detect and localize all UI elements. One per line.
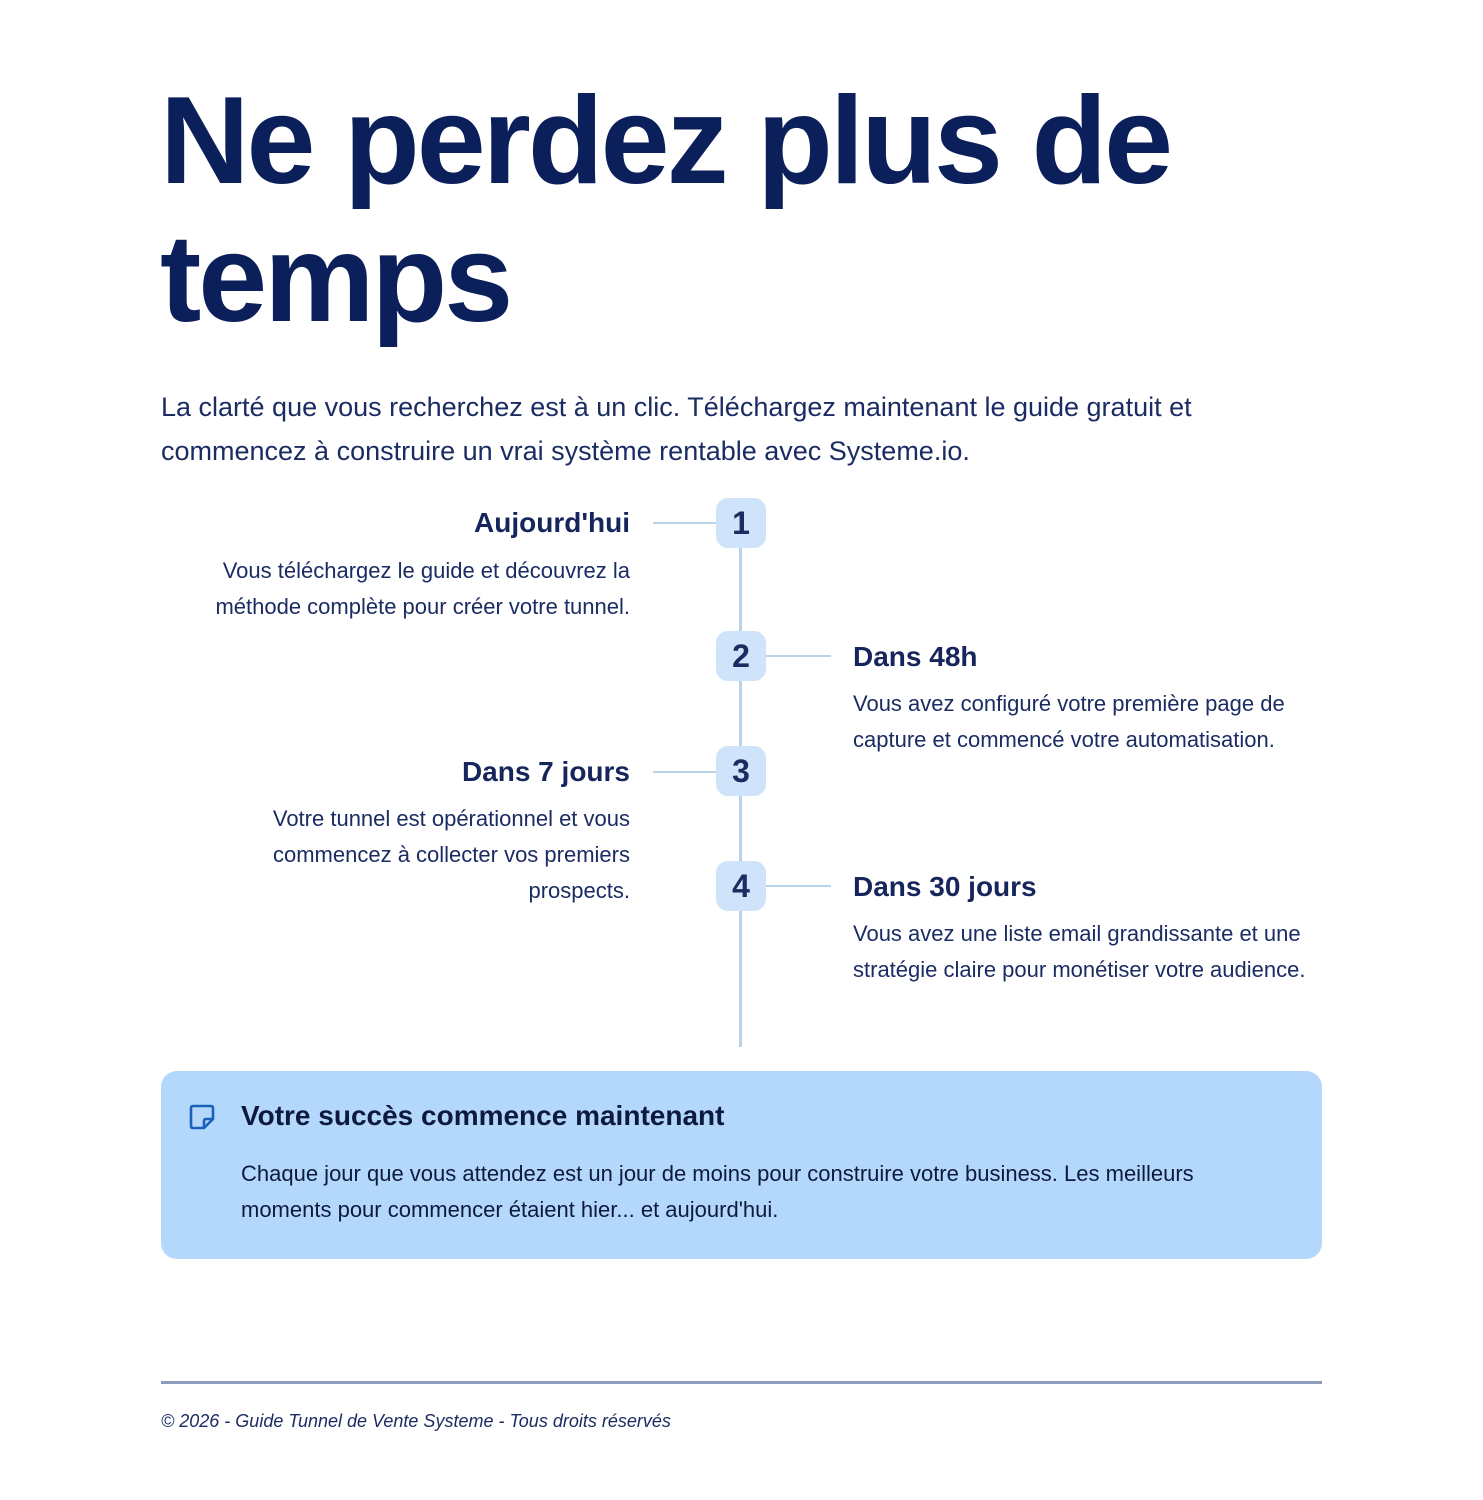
step-title-3: Dans 7 jours bbox=[461, 756, 630, 787]
step-desc-2: Vous avez configuré votre première page de capture et commencé votre automatisation. bbox=[853, 691, 1285, 752]
step-title-4: Dans 30 jours bbox=[853, 871, 1037, 902]
step-title-2: Dans 48h bbox=[853, 641, 978, 672]
intro-text: La clarté que vous recherchez est à un clic. Téléchargez maintenant le guide gratuit et commencez à construire un vrai système rentable avec Systeme.io. bbox=[161, 392, 1192, 466]
step-desc-3: Votre tunnel est opérationnel et vous commencez à collecter vos premiers prospects. bbox=[272, 806, 630, 903]
step-badge-1: 1 bbox=[716, 498, 766, 548]
footer-copyright: © 2026 - Guide Tunnel de Vente Systeme - Tous droits réservés bbox=[161, 1411, 671, 1431]
step-badge-4: 4 bbox=[716, 861, 766, 911]
note-icon bbox=[189, 1104, 215, 1130]
callout-text: Chaque jour que vous attendez est un jour de moins pour construire votre business. Les meilleurs moments pour commencer étaient hier... et aujourd'hui. bbox=[241, 1161, 1194, 1222]
page-title: Ne perdez plus de temps bbox=[160, 72, 1171, 348]
step-desc-4: Vous avez une liste email grandissante et une stratégie claire pour monétiser votre audience. bbox=[853, 921, 1306, 982]
success-callout bbox=[161, 1071, 1322, 1259]
step-desc-1: Vous téléchargez le guide et découvrez la méthode complète pour créer votre tunnel. bbox=[215, 558, 630, 619]
step-badge-2: 2 bbox=[716, 631, 766, 681]
timeline-connector bbox=[766, 885, 831, 887]
timeline-connector bbox=[653, 771, 717, 773]
callout-title: Votre succès commence maintenant bbox=[241, 1100, 725, 1131]
step-badge-3: 3 bbox=[716, 746, 766, 796]
footer-divider bbox=[161, 1381, 1322, 1384]
timeline-connector bbox=[653, 522, 717, 524]
step-title-1: Aujourd'hui bbox=[474, 507, 630, 538]
timeline-connector bbox=[766, 655, 831, 657]
